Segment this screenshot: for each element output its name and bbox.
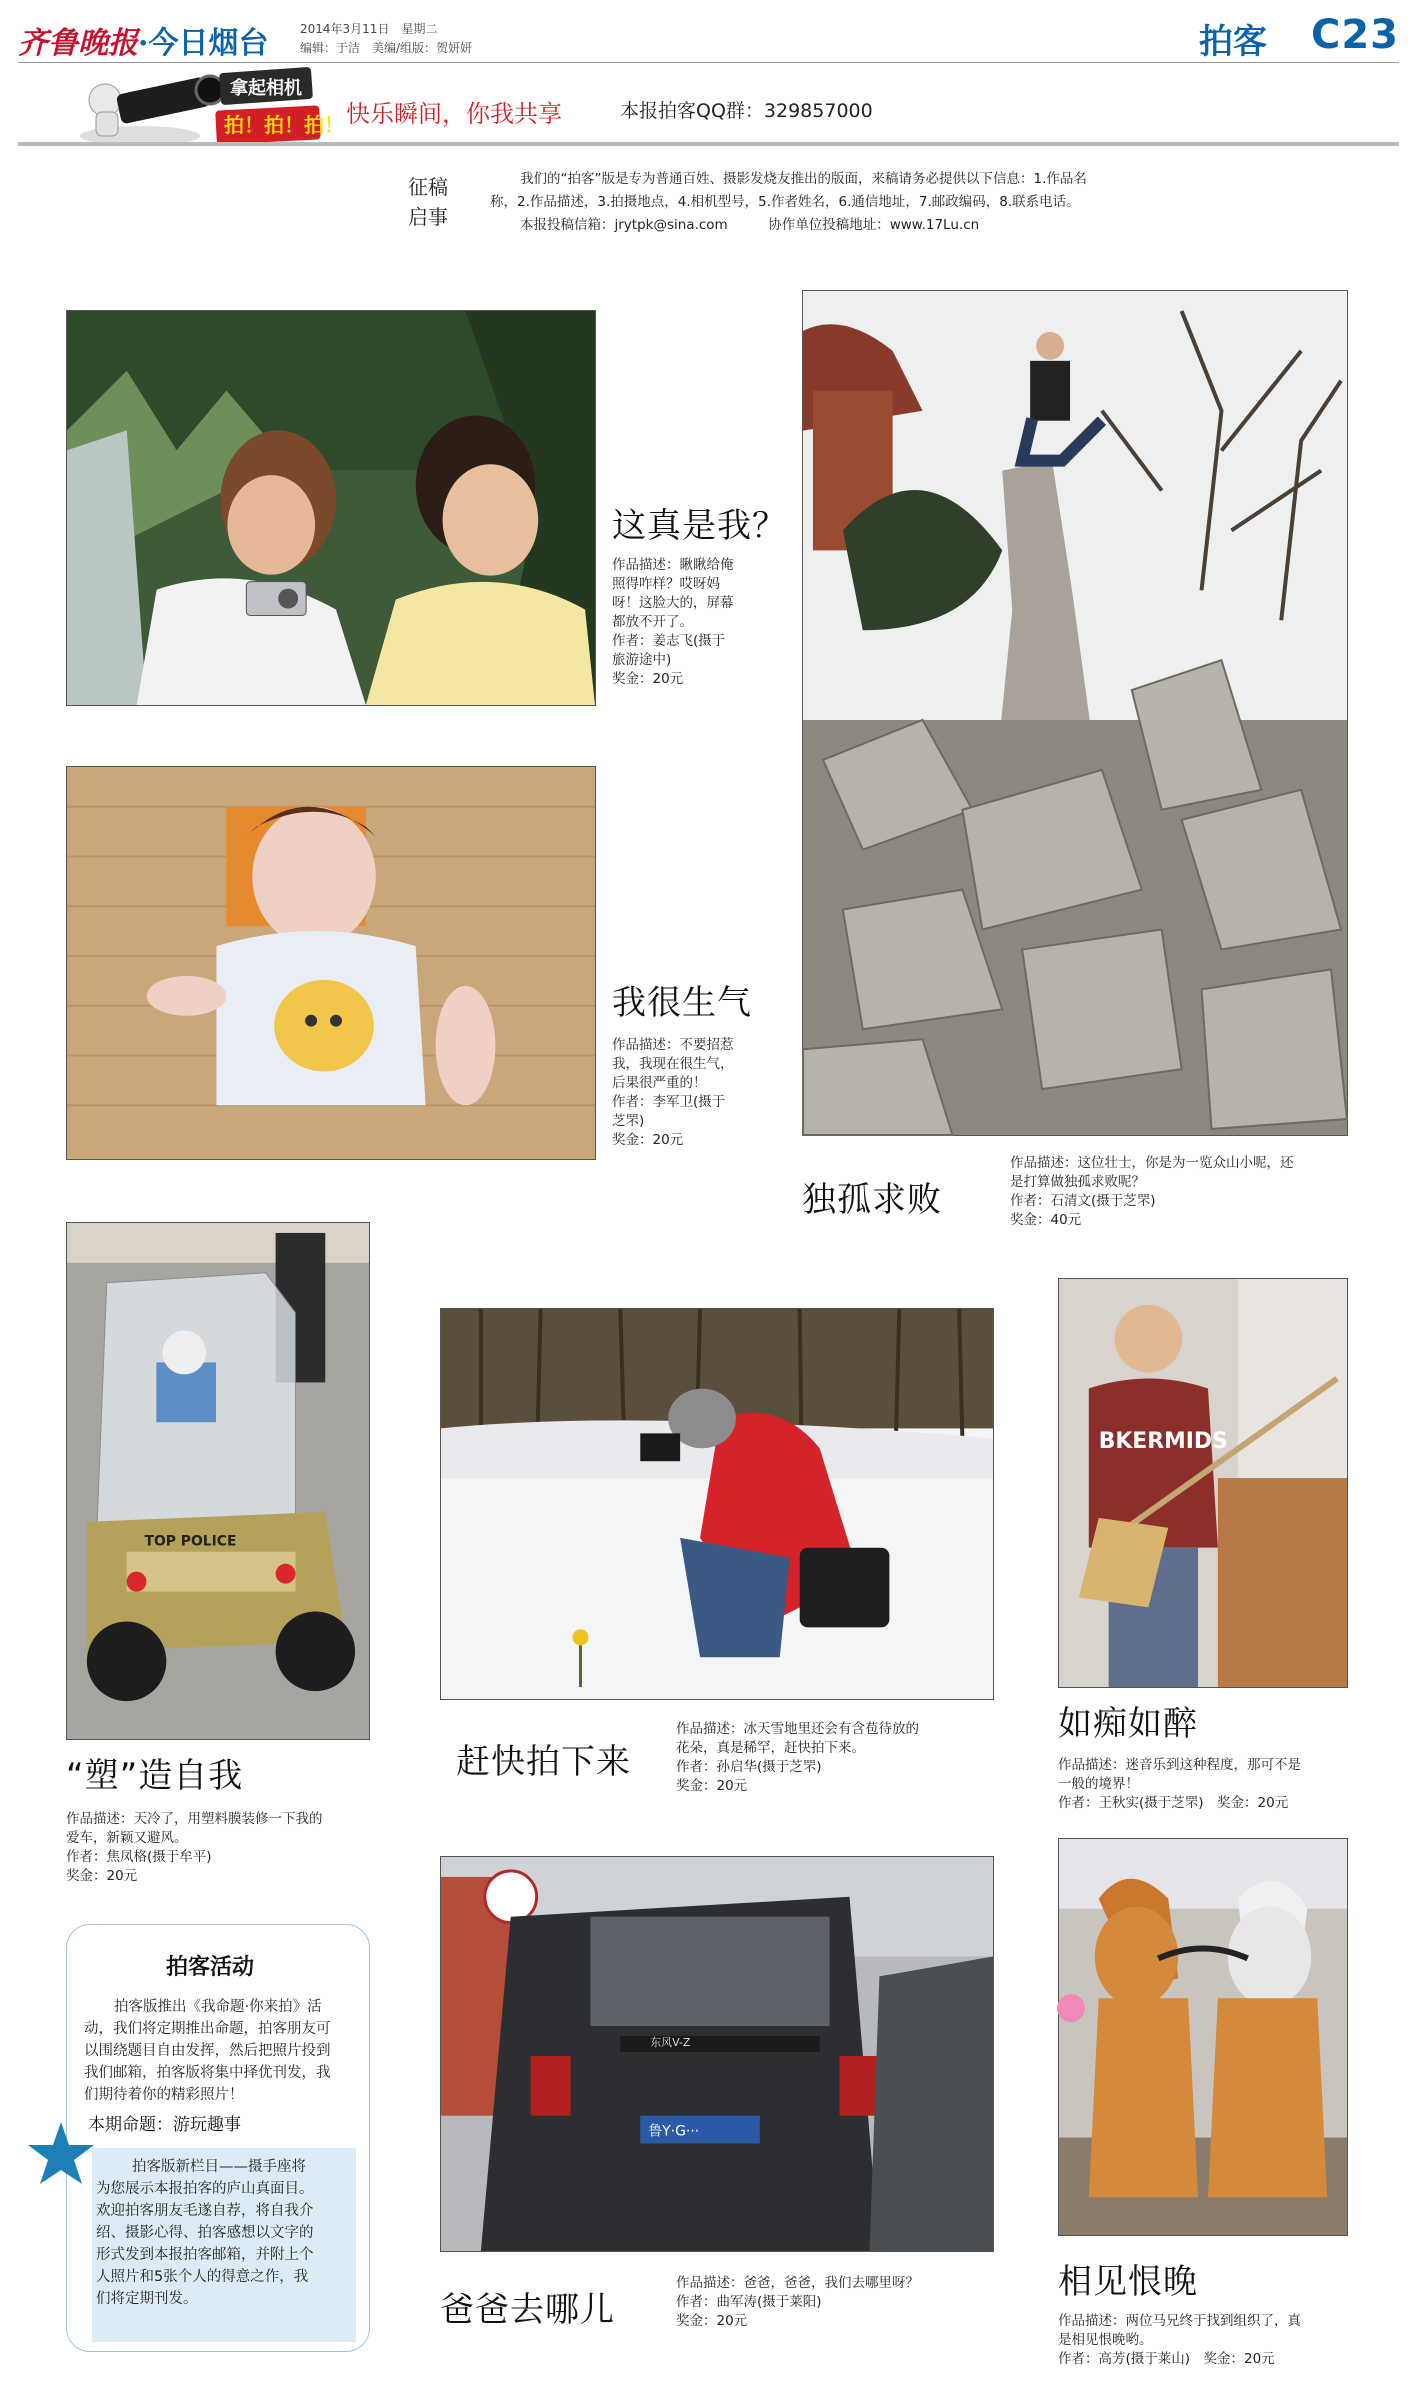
story-caption-4 [66,1810,323,1886]
caption-line: 作品描述：瞅瞅给俺 [612,557,734,573]
activity-body [84,1996,364,2106]
photo-man-on-rock [802,290,1348,1136]
activity-inner-line: 们将定期刊发。 [96,2291,198,2307]
story-caption-5 [676,1720,919,1796]
activity-inner-line: 绍、摄影心得、拍客感想以文字的 [96,2225,314,2241]
story-title-2: 我很生气 [612,983,752,1023]
caption-author: 芝罘) [612,1113,645,1129]
caption-author: 作者：曲军涛(摄于莱阳) [676,2294,822,2310]
header-rule [18,62,1399,63]
story-caption-8 [1058,2312,1301,2369]
activity-inner-line: 为您展示本报拍客的庐山真面目。 [96,2181,314,2197]
qq-group: 本报拍客QQ群：329857000 [620,100,873,122]
caption-line: 照得咋样？哎呀妈 [612,576,720,592]
activity-inner-line: 拍客版新栏目——摄手座将 [132,2159,306,2175]
story-caption-3 [1010,1154,1294,1230]
caption-line: 是相见恨晚哟。 [1058,2332,1153,2348]
caption-line: 作品描述：不要招惹 [612,1037,734,1053]
caption-author: 作者：王秋实(摄于芝罘) 奖金：20元 [1058,1795,1289,1811]
logo-text-2: 拍！拍！拍！ [224,113,344,137]
svg-text:BKERMIDS: BKERMIDS [1098,1429,1228,1455]
photo-baby [66,766,596,1160]
activity-inner-line: 欢迎拍客朋友毛遂自荐，将自我介 [96,2203,314,2219]
camera-logo-icon [70,66,344,150]
caption-line: 作品描述：冰天雪地里还会有含苞待放的 [676,1721,919,1737]
caption-prize: 奖金：20元 [676,2313,748,2329]
caption-line: 我，我现在很生气， [612,1056,734,1072]
caption-author: 作者：孙启华(摄于芝罘) [676,1759,822,1775]
caption-prize: 奖金：20元 [676,1778,748,1794]
caption-line: 花朵，真是稀罕，赶快拍下来。 [676,1740,865,1756]
story-title-1: 这真是我？ [612,506,787,546]
caption-prize: 奖金：20元 [612,671,684,687]
story-title-6: 如痴如醉 [1058,1704,1198,1744]
editors-line: 编辑：于洁 美编/组版：贺妍妍 [300,41,473,55]
caption-line: 作品描述：迷音乐到这种程度，那可不是 [1058,1757,1301,1773]
photo-toy-car [66,1222,370,1740]
caption-author: 旅游途中) [612,652,672,668]
caption-line: 是打算做独孤求败呢？ [1010,1174,1145,1190]
notice-line-3: 本报投稿信箱：jrytpk@sina.com 协作单位投稿地址：www.17Lu.cn [520,217,980,233]
photo-car [440,1856,994,2252]
story-title-7: 爸爸去哪儿 [440,2290,615,2330]
caption-line: 作品描述：两位马兄终于找到组织了，真 [1058,2313,1301,2329]
story-title-3: 独孤求败 [802,1180,942,1220]
caption-author: 作者：高芳(摄于莱山) 奖金：20元 [1058,2351,1275,2367]
masthead [18,18,268,62]
story-title-5: 赶快拍下来 [456,1742,631,1782]
notice-heading-1: 征稿 [408,175,448,199]
notice-line-1: 我们的“拍客”版是专为普通百姓、摄影发烧友推出的版面，来稿请务必提供以下信息：1.作品名 [520,171,1087,187]
activity-theme: 本期命题：游玩趣事 [88,2115,241,2135]
caption-author: 作者：李军卫(摄于 [612,1094,726,1110]
section-name: ·今日烟台 [138,26,269,61]
story-title-4: “塑”造自我 [66,1756,244,1796]
top-police-text: TOP POLICE [144,1533,237,1550]
caption-author: 作者：焦凤格(摄于牟平) [66,1849,212,1865]
activity-line: 我们邮箱，拍客版将集中择优刊发，我 [84,2065,331,2081]
star-icon [26,2120,96,2186]
notice-line-2: 称，2.作品描述，3.拍摄地点，4.相机型号，5.作者姓名，6.通信地址，7.邮政编码，8.联系电话。 [490,194,1080,210]
caption-line: 作品描述：天冷了，用塑料膜装修一下我的 [66,1811,323,1827]
activity-title: 拍客活动 [166,1955,255,1980]
banner-rule [18,142,1399,146]
photo-girls-camera [66,310,596,706]
caption-line: 作品描述：这位壮士，你是为一览众山小呢，还 [1010,1155,1294,1171]
activity-inner-line: 人照片和5张个人的得意之作，我 [96,2269,309,2285]
story-caption-7 [676,2274,919,2331]
notice-heading-2: 启事 [408,205,448,229]
activity-inner-line: 形式发到本报拍客邮箱，并附上个 [96,2247,314,2263]
caption-line: 作品描述：爸爸，爸爸，我们去哪里呀？ [676,2275,919,2291]
camera-logo [70,66,344,150]
page-label: 拍客 [1199,22,1267,62]
paper-name: 齐鲁晚报 [18,26,138,61]
logo-text-1: 拿起相机 [230,78,302,99]
caption-prize: 奖金：40元 [1010,1212,1082,1228]
story-caption-6 [1058,1756,1301,1813]
car-brand: 东风V-Z [650,2036,691,2050]
activity-line: 以围绕题目自由发挥，然后把照片投到 [84,2043,331,2059]
caption-line: 后果很严重的！ [612,1075,707,1091]
photo-snow-photographer [440,1308,994,1700]
photo-horse-mascots [1058,1838,1348,2236]
page-number: C23 [1310,12,1399,58]
caption-author: 作者：石清文(摄于芝罘) [1010,1193,1156,1209]
caption-prize: 奖金：20元 [66,1868,138,1884]
caption-line: 都放不开了。 [612,614,693,630]
caption-line: 一般的境界！ [1058,1776,1139,1792]
story-caption-2 [612,1036,734,1150]
activity-line: 拍客版推出《我命题·你来拍》活 [114,1999,322,2015]
date-line: 2014年3月11日 星期二 [300,22,438,36]
activity-line: 动，我们将定期推出命题，拍客朋友可 [84,2021,331,2037]
caption-prize: 奖金：20元 [612,1132,684,1148]
caption-line: 爱车，新颖又避风。 [66,1830,188,1846]
caption-author: 作者：姜志飞(摄于 [612,633,726,649]
car-plate: 鲁Y·G··· [648,2123,700,2140]
story-title-8: 相见恨晚 [1058,2262,1198,2302]
activity-line: 们期待着你的精彩照片！ [84,2087,244,2103]
activity-inner-text [96,2156,354,2310]
story-caption-1 [612,556,734,689]
photo-boy-broom [1058,1278,1348,1688]
caption-line: 呀！这脸大的，屏幕 [612,595,734,611]
banner-title: 快乐瞬间，你我共享 [346,100,562,128]
